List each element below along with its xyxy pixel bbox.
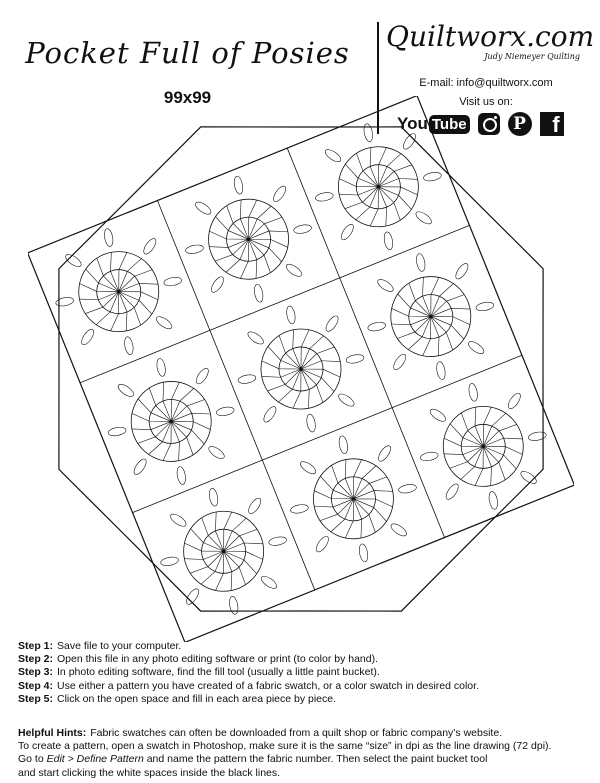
petal xyxy=(108,426,127,437)
youtube-you-text: You xyxy=(397,114,428,133)
quilt-line-drawing xyxy=(28,96,574,642)
petal xyxy=(154,314,173,331)
petal xyxy=(246,330,265,347)
sashing-line xyxy=(80,225,469,382)
compass-spikes xyxy=(120,370,222,472)
petal xyxy=(298,459,317,476)
petal xyxy=(233,176,244,195)
petal xyxy=(207,444,226,461)
step-row xyxy=(18,653,588,666)
compass-spikes xyxy=(302,448,404,550)
petal xyxy=(414,209,433,226)
step-text: Click on the open space and fill in each area piece by piece. xyxy=(57,692,337,705)
petal xyxy=(315,191,334,202)
petal xyxy=(391,352,408,371)
hint-line: To create a pattern, open a swatch in Photoshop, make sure it is the same “size” in dpi as the line drawing (72 dpi). xyxy=(18,740,552,753)
petal xyxy=(259,574,278,591)
petal xyxy=(435,361,446,380)
petal xyxy=(339,222,356,241)
petal xyxy=(271,184,288,203)
petal xyxy=(79,327,96,346)
petal xyxy=(415,253,426,272)
petal xyxy=(383,231,394,250)
step-row xyxy=(18,693,588,706)
petal xyxy=(345,353,364,364)
petal xyxy=(262,405,279,424)
petal xyxy=(141,237,158,256)
helpful-hints xyxy=(18,727,593,780)
step-label: Step 3: xyxy=(18,666,54,679)
compass-spikes xyxy=(380,266,482,368)
petal xyxy=(423,171,442,182)
pattern-title: Pocket Full of Posies xyxy=(25,36,350,70)
pattern-size: 99x99 xyxy=(163,88,212,107)
petal xyxy=(367,321,386,332)
compass-spikes xyxy=(198,188,300,290)
step-text: Save file to your computer. xyxy=(57,640,182,652)
petal xyxy=(468,383,479,402)
step-label: Step 5: xyxy=(18,692,54,705)
petal xyxy=(285,305,296,324)
hint-line xyxy=(18,753,593,766)
petal xyxy=(324,314,341,333)
petal xyxy=(466,339,485,356)
step-label: Step 2: xyxy=(18,653,54,666)
hint-text: and name the pattern the fabric number. Then select the paint bucket tool xyxy=(146,753,488,766)
petal xyxy=(268,536,287,547)
petal xyxy=(123,336,134,355)
step-row xyxy=(18,666,588,679)
compass-spikes xyxy=(250,318,352,420)
petal xyxy=(185,244,204,255)
quiltworx-logo[interactable]: Quiltworx.com xyxy=(386,20,595,53)
petal xyxy=(338,435,349,454)
hint-text: Fabric swatches can often be downloaded from a quilt shop or fabric company’s website. xyxy=(90,727,503,739)
petal xyxy=(420,451,439,462)
petal xyxy=(237,374,256,385)
petal xyxy=(208,488,219,507)
petal xyxy=(116,382,135,399)
petal xyxy=(337,392,356,409)
petal xyxy=(528,431,547,442)
hint-text: Go to xyxy=(18,753,44,766)
petal xyxy=(209,275,226,294)
petal xyxy=(103,228,114,247)
petal xyxy=(306,413,317,432)
petal xyxy=(453,262,470,281)
petal xyxy=(314,534,331,553)
petal xyxy=(428,407,447,424)
petal xyxy=(194,366,211,385)
visit-us-label: Visit us on: xyxy=(459,96,513,108)
petal xyxy=(55,296,74,307)
petal xyxy=(176,466,187,485)
step-label: Step 4: xyxy=(18,679,54,692)
compass-spikes xyxy=(327,136,429,238)
petal xyxy=(228,596,239,615)
hints-label: Helpful Hints: xyxy=(18,727,87,739)
sashing-line xyxy=(287,148,444,537)
step-row xyxy=(18,680,588,693)
petal xyxy=(253,284,264,303)
youtube-tube-text: Tube xyxy=(429,115,470,134)
petal xyxy=(284,262,303,279)
sashing-line xyxy=(133,355,522,512)
petal xyxy=(323,147,342,164)
petal xyxy=(160,556,179,567)
petal xyxy=(290,503,309,514)
step-row xyxy=(18,640,588,653)
step-label: Step 1: xyxy=(18,640,54,652)
petal xyxy=(293,224,312,235)
block-grid xyxy=(28,96,574,642)
petal xyxy=(169,512,188,529)
step-text: In photo editing software, find the fill tool (usually a little paint bucket). xyxy=(57,666,380,679)
petal xyxy=(194,200,213,217)
petal xyxy=(163,276,182,287)
petal xyxy=(376,277,395,294)
petal xyxy=(475,301,494,312)
petal xyxy=(444,482,461,501)
step-text: Use either a pattern you have created of a fabric swatch, or a color swatch in desired color. xyxy=(57,679,479,692)
petal xyxy=(358,543,369,562)
petal xyxy=(398,483,417,494)
petal xyxy=(389,521,408,538)
step-text: Open this file in any photo editing software or print (to color by hand). xyxy=(57,653,379,666)
logo-tagline: Judy Niemeyer Quilting xyxy=(484,52,580,61)
hint-line: and start clicking the white spaces inside the black lines. xyxy=(18,766,281,779)
petal xyxy=(156,358,167,377)
compass-spikes xyxy=(173,500,275,602)
petal xyxy=(506,391,523,410)
facebook-letter: f xyxy=(552,112,560,137)
email-text[interactable]: E-mail: info@quiltworx.com xyxy=(419,77,553,89)
pinterest-letter: P xyxy=(513,114,526,134)
compass-spikes xyxy=(432,395,534,497)
sashing-line xyxy=(157,201,314,590)
compass-spikes xyxy=(68,241,170,343)
petal xyxy=(376,444,393,463)
petal xyxy=(216,406,235,417)
petal xyxy=(488,491,499,510)
petal xyxy=(132,457,149,476)
petal xyxy=(246,496,263,515)
menu-path: Edit > Define Pattern xyxy=(46,753,144,766)
petal xyxy=(363,123,374,142)
hint-line xyxy=(18,727,593,740)
instruction-steps xyxy=(18,640,588,706)
